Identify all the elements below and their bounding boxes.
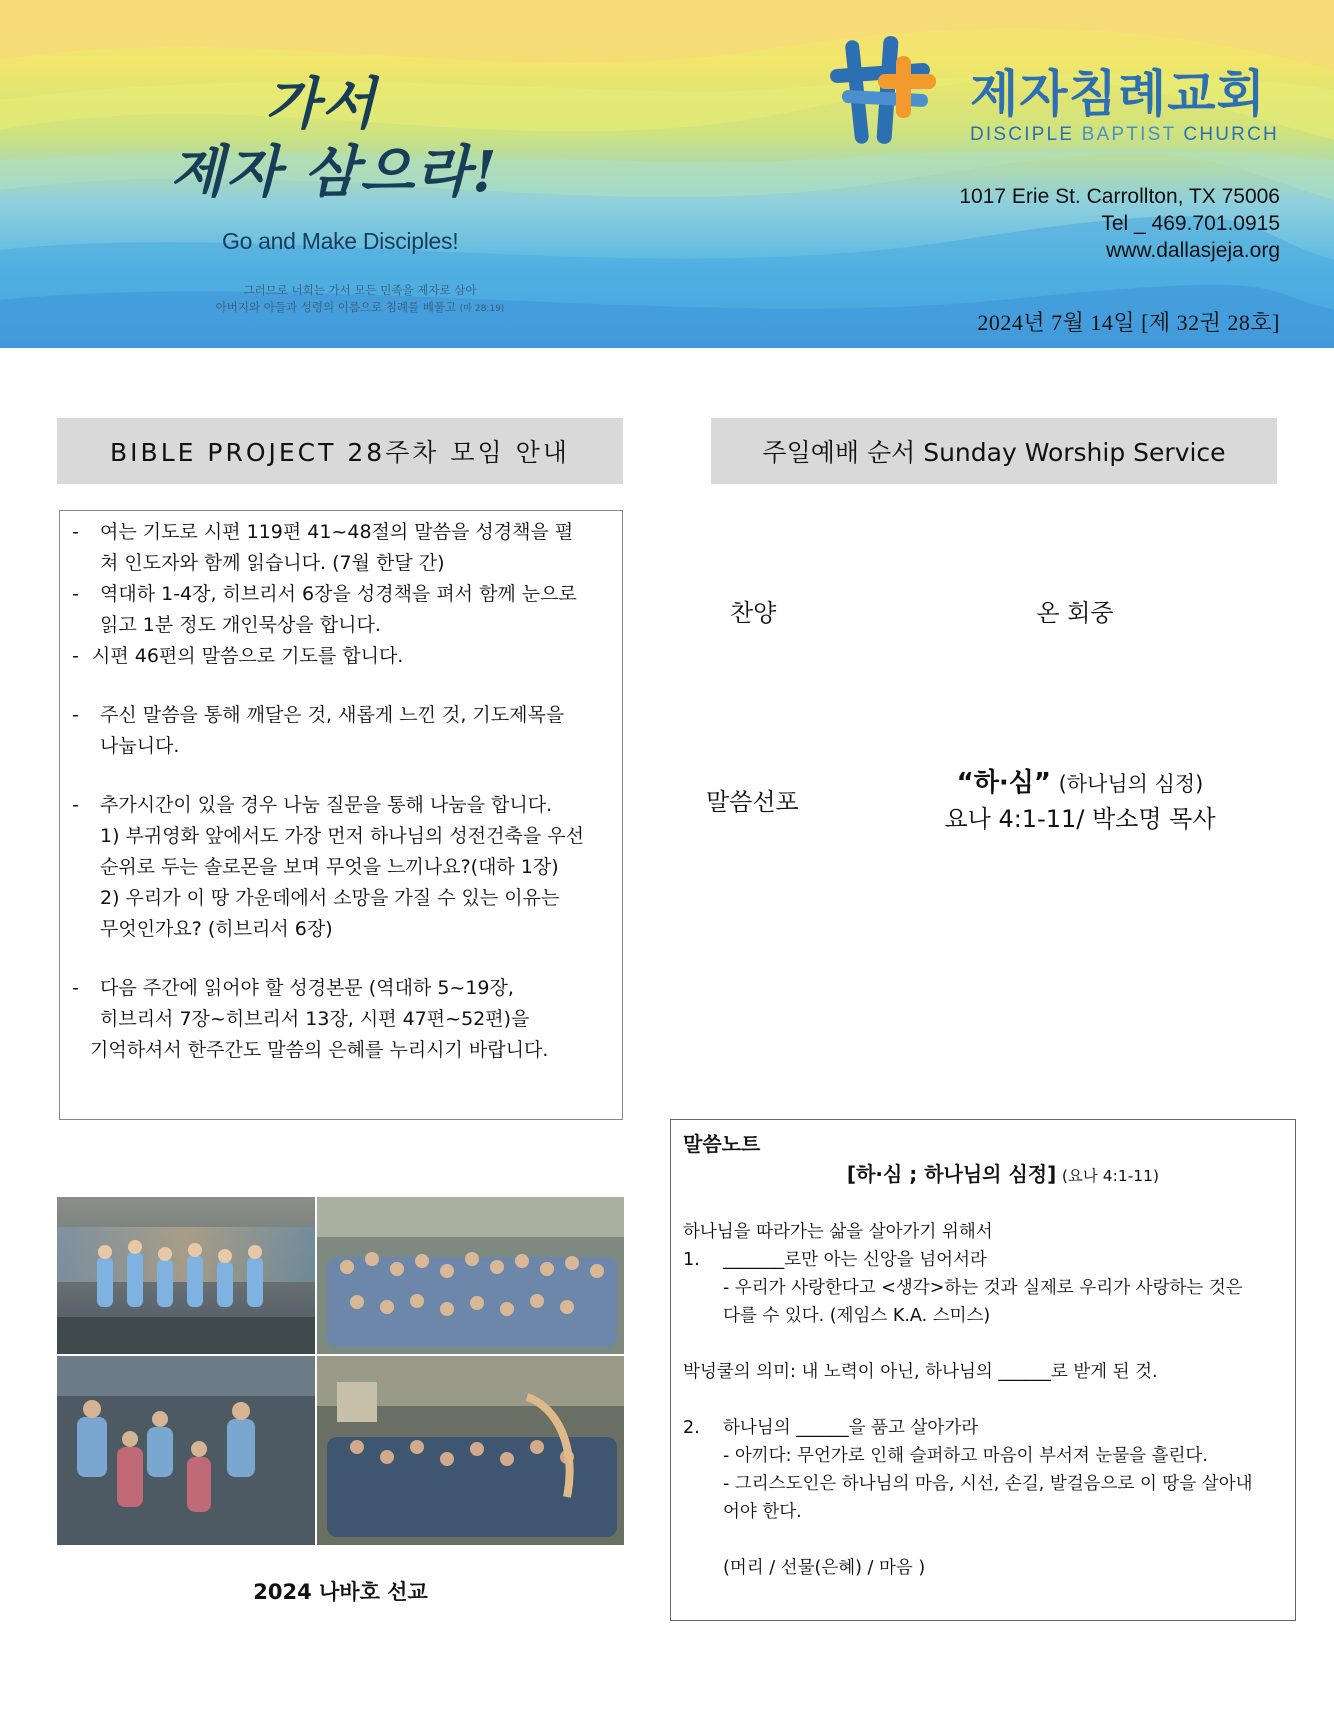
note-intro: 하나님을 따라가는 삶을 살아가기 위해서 (683, 1222, 993, 1242)
note-subtitle-main: [하·심 ; 하나님의 심정] (846, 1162, 1057, 1186)
bp-item-text: 다음 주간에 읽어야 할 성경본문 (역대하 5~19장, (100, 977, 514, 999)
note-point-2-sub: - 아끼다: 무언가로 인해 슬퍼하고 마음이 부서져 눈물을 흘린다. (723, 1446, 1208, 1466)
bp-question: 2) 우리가 이 땅 가운데에서 소망을 가질 수 있는 이유는 (100, 887, 560, 909)
bp-question: 무엇인가요? (히브리서 6장) (100, 918, 333, 940)
bp-item-5: - 추가시간이 있을 경우 나눔 질문을 통해 나눔을 합니다. 1) 부귀영화 앞에서도 가장 먼저 하나님의 성전건축을 우선 순위로 두는 솔로몬을 보며 무엇을 느끼나요?(대하 1장) 2) 우리가 이 땅 가운데에서 소망을 가질 수 있는 이유는 무엇인가요? (히브리서 6장) (72, 790, 612, 945)
photo-caption: 2024 나바호 선교 (253, 1580, 428, 1604)
church-name-en-part2: BAPTIST (1081, 124, 1176, 145)
contact-info (959, 183, 1280, 264)
praise-label: 찬양 (730, 599, 777, 627)
note-subtitle (723, 1160, 1283, 1190)
bp-question: 1) 부귀영화 앞에서도 가장 먼저 하나님의 성전건축을 우선 (100, 825, 584, 847)
verse-line-2: 아버지와 아들과 성령의 이름으로 침례를 베풀고 (215, 300, 457, 314)
bp-item-text: 히브리서 7장~히브리서 13장, 시편 47편~52편)을 (100, 1008, 530, 1030)
bp-item-text: 여는 기도로 시편 119편 41~48절의 말씀을 성경책을 펼 (100, 521, 574, 543)
bp-item-text: 쳐 인도자와 함께 읽습니다. (7월 한달 간) (100, 552, 445, 574)
sermon-info (880, 762, 1280, 834)
bp-item-4: - 주신 말씀을 통해 깨달은 것, 새롭게 느낀 것, 기도제목을 나눕니다. (72, 700, 612, 762)
note-point-1: 1. _______로만 아는 신앙을 넘어서라 (683, 1250, 987, 1270)
note-point-2-sub: - 그리스도인은 하나님의 마음, 시선, 손길, 발걸음으로 이 땅을 살아내 (723, 1474, 1253, 1494)
slogan-korean (170, 70, 570, 206)
bp-question: 순위로 두는 솔로몬을 보며 무엇을 느끼나요?(대하 1장) (100, 856, 559, 878)
church-name-english (970, 124, 1279, 146)
note-point-2-sub: 어야 한다. (723, 1502, 802, 1522)
bp-item-text: 추가시간이 있을 경우 나눔 질문을 통해 나눔을 합니다. (100, 794, 553, 816)
telephone: Tel _ 469.701.0915 (1101, 212, 1280, 235)
bp-item-2: - 역대하 1-4장, 히브리서 6장을 성경책을 펴서 함께 눈으로 읽고 1분 정도 개인묵상을 합니다. (72, 579, 612, 641)
bp-item-text: 시편 46편의 말씀으로 기도를 합니다. (92, 645, 404, 667)
note-subtitle-ref: (요나 4:1-11) (1061, 1167, 1160, 1185)
bible-project-box (59, 510, 623, 1120)
church-logo-icon (828, 32, 938, 150)
note-title: 말씀노트 (683, 1132, 761, 1156)
note-point-2: 2. 하나님의 ______을 품고 살아가라 (683, 1418, 979, 1438)
bp-item-text: 주신 말씀을 통해 깨달은 것, 새롭게 느낀 것, 기도제목을 (100, 704, 565, 726)
praise-value: 온 회중 (1036, 599, 1114, 627)
bp-item-6: - 다음 주간에 읽어야 할 성경본문 (역대하 5~19장, 히브리서 7장~히브리서 13장, 시편 47편~52편)을 기억하셔서 한주간도 말씀의 은혜를 누리시기 바랍니다. (72, 973, 612, 1066)
note-answers: (머리 / 선물(은혜) / 마음 ) (723, 1558, 926, 1578)
slogan-line-2: 제자 삼으라! (170, 139, 499, 205)
website-link[interactable]: www.dallasjeja.org (1106, 239, 1280, 262)
scripture-verse (190, 282, 530, 318)
sermon-subtitle: (하나님의 심정) (1058, 772, 1204, 796)
note-point-1-sub: - 우리가 사랑한다고 <생각>하는 것과 실제로 우리가 사랑하는 것은 (723, 1278, 1243, 1298)
church-name-en-part3: CHURCH (1175, 124, 1279, 145)
slogan-english: Go and Make Disciples! (222, 228, 459, 254)
bp-item-3: - 시편 46편의 말씀으로 기도를 합니다. (72, 641, 612, 672)
header-banner (0, 0, 1334, 348)
bp-item-1: - 여는 기도로 시편 119편 41~48절의 말씀을 성경책을 펼 쳐 인도자와 함께 읽습니다. (7월 한달 간) (72, 517, 612, 579)
note-gourd-meaning: 박넝쿨의 의미: 내 노력이 아닌, 하나님의 ______로 받게 된 것. (683, 1362, 1158, 1382)
worship-heading: 주일예배 순서 Sunday Worship Service (711, 418, 1277, 484)
verse-line-1: 그러므로 너희는 가서 모든 민족을 제자로 삼아 (243, 283, 477, 297)
issue-date: 2024년 7월 14일 [제 32권 28호] (977, 310, 1280, 335)
church-name-en-part1: DISCIPLE (970, 124, 1082, 145)
mission-photo-collage (57, 1197, 624, 1545)
address: 1017 Erie St. Carrollton, TX 75006 (959, 185, 1280, 208)
sermon-label: 말씀선포 (706, 788, 799, 816)
sermon-title: “하·심” (956, 768, 1051, 798)
bp-item-text: 기억하셔서 한주간도 말씀의 은혜를 누리시기 바랍니다. (90, 1039, 549, 1061)
bible-project-heading: BIBLE PROJECT 28주차 모임 안내 (57, 418, 623, 484)
bp-item-text: 읽고 1분 정도 개인묵상을 합니다. (100, 614, 381, 636)
slogan-line-1: 가서 (265, 71, 378, 137)
note-point-1-sub: 다를 수 있다. (제임스 K.A. 스미스) (723, 1306, 991, 1326)
bp-item-text: 나눕니다. (100, 735, 180, 757)
sermon-note-box (670, 1119, 1296, 1621)
church-name-korean: 제자침례교회 (970, 65, 1266, 123)
photo-image (57, 1197, 624, 1545)
verse-reference: (마 28:19) (459, 304, 505, 314)
bp-item-text: 역대하 1-4장, 히브리서 6장을 성경책을 펴서 함께 눈으로 (100, 583, 577, 605)
sermon-reference: 요나 4:1-11/ 박소명 목사 (944, 805, 1216, 833)
